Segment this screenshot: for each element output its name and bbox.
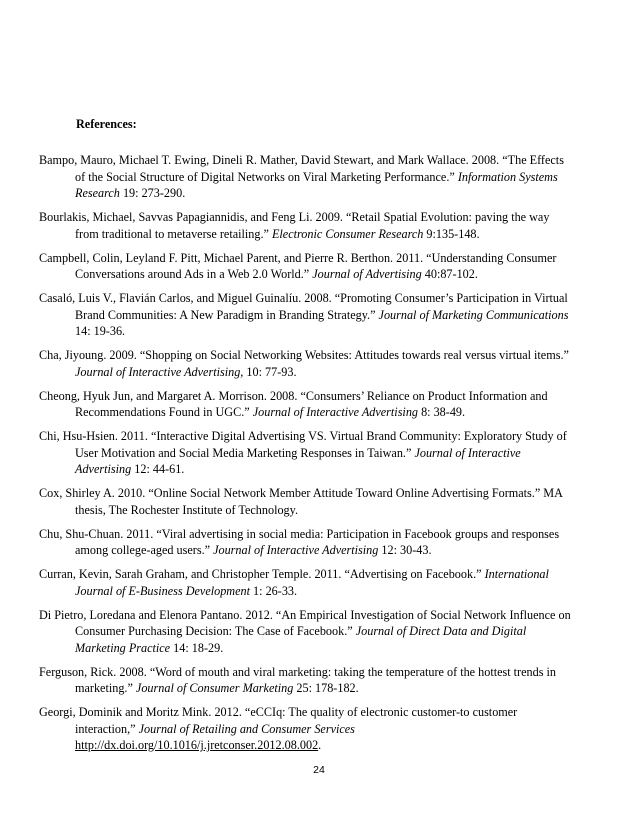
references-heading: References:	[76, 117, 137, 131]
reference-entry: Bampo, Mauro, Michael T. Ewing, Dineli R. Mather, David Stewart, and Mark Wallace. 2008. “The Effects of the Social Structure of Digital Networks on Viral Marketing Performance.” Information Systems Research 19: 273-290.	[39, 153, 564, 200]
reference-entry: Campbell, Colin, Leyland F. Pitt, Michael Parent, and Pierre R. Berthon. 2011. “Understanding Consumer Conversations around Ads in a Web 2.0 World.” Journal of Advertising 40:87-102.	[39, 250, 557, 281]
doi-link[interactable]: http://dx.doi.org/10.1016/j.jretconser.2012.08.002	[75, 738, 319, 752]
reference-list	[39, 152, 574, 761]
reference-entry: Cheong, Hyuk Jun, and Margaret A. Morrison. 2008. “Consumers’ Reliance on Product Information and Recommendations Found in UGC.” Journal of Interactive Advertising 8: 38-49.	[39, 388, 548, 419]
reference-entry: Chi, Hsu-Hsien. 2011. “Interactive Digital Advertising VS. Virtual Brand Community: Exploratory Study of User Motivation and Social Media Marketing Responses in Taiwan.” Journal of Interactive Advertising 12: 44-61.	[39, 429, 567, 476]
reference-entry: Bourlakis, Michael, Savvas Papagiannidis, and Feng Li. 2009. “Retail Spatial Evolution: paving the way from traditional to metaverse retailing.” Electronic Consumer Research 9:135-148.	[39, 210, 550, 241]
page-number: 24	[313, 764, 325, 776]
reference-entry: Cha, Jiyoung. 2009. “Shopping on Social Networking Websites: Attitudes towards real versus virtual items.” Journal of Interactive Advertising, 10: 77-93.	[39, 348, 569, 379]
reference-entry: Chu, Shu-Chuan. 2011. “Viral advertising in social media: Participation in Facebook groups and responses among college-aged users.” Journal of Interactive Advertising 12: 30-43.	[39, 526, 560, 557]
reference-entry: Ferguson, Rick. 2008. “Word of mouth and viral marketing: taking the temperature of the hottest trends in marketing.” Journal of Consumer Marketing 25: 178-182.	[39, 664, 556, 695]
reference-entry: Cox, Shirley A. 2010. “Online Social Network Member Attitude Toward Online Advertising Formats.” MA thesis, The Rochester Institute of Technology.	[39, 486, 563, 517]
reference-entry: Curran, Kevin, Sarah Graham, and Christopher Temple. 2011. “Advertising on Facebook.” International Journal of E-Business Development 1: 26-33.	[39, 567, 549, 598]
reference-entry: Georgi, Dominik and Moritz Mink. 2012. “eCCIq: The quality of electronic customer-to customer interaction,” Journal of Retailing and Consumer Services http://dx.doi.org/10.1016/j.jretconser.2012.08.002.	[39, 705, 518, 752]
reference-entry: Di Pietro, Loredana and Elenora Pantano. 2012. “An Empirical Investigation of Social Network Influence on Consumer Purchasing Decision: The Case of Facebook.” Journal of Direct Data and Digital Marketing Practice 14: 18-29.	[39, 607, 571, 655]
reference-entry: Casaló, Luis V., Flavián Carlos, and Miguel Guinalíu. 2008. “Promoting Consumer’s Participation in Virtual Brand Communities: A New Paradigm in Branding Strategy.” Journal of Marketing Communications 14: 19-36.	[39, 291, 569, 338]
